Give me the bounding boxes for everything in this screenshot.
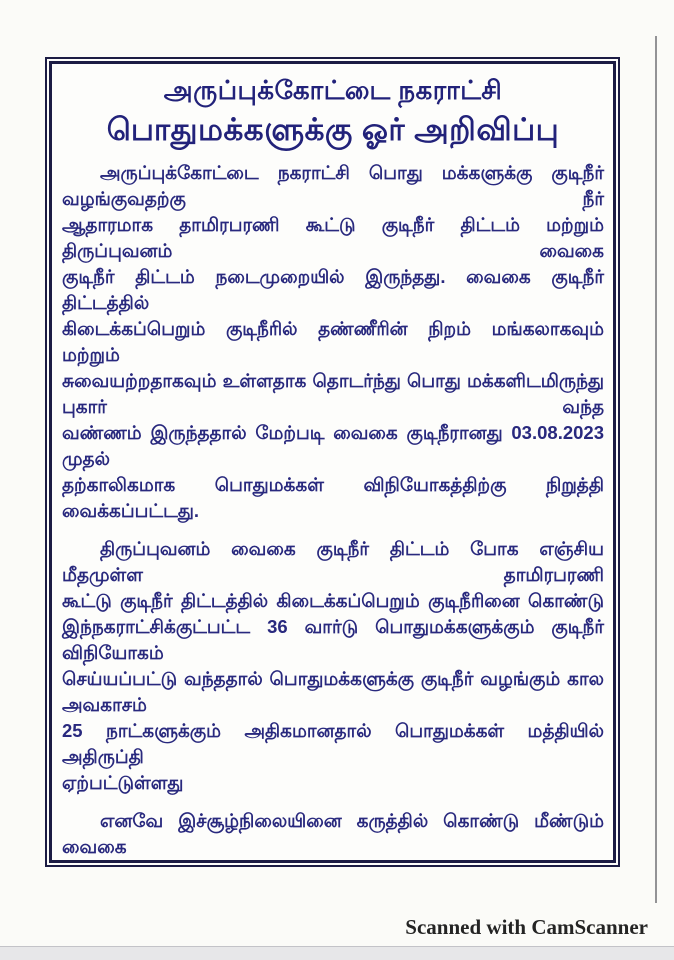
paragraph-line: தற்காலிகமாக பொதுமக்கள் விநியோகத்திற்கு நிறுத்தி வைக்கப்பட்டது. [62,474,604,521]
paragraph-line: இந்நகராட்சிக்குட்பட்ட 36 வார்டு பொதுமக்களுக்கும் குடிநீர் விநியோகம் [62,616,604,663]
paragraph-line: குடிநீர் திட்டம் நடைமுறையில் இருந்தது. வைகை குடிநீர் திட்டத்தில் [62,266,604,313]
paragraph-line: எனவே இச்சூழ்நிலையினை கருத்தில் கொண்டு மீண்டும் வைகை [62,810,604,857]
notice-border [45,57,620,867]
notice-body [62,160,604,863]
paragraph-line: செய்யப்பட்டு வந்ததால் பொதுமக்களுக்கு குடிநீர் வழங்கும் கால அவகாசம் [62,668,604,715]
notice-content [49,61,616,863]
paragraph-line: சுவையற்றதாகவும் உள்ளதாக தொடர்ந்து பொது மக்களிடமிருந்து புகார் வந்த [62,370,604,417]
paragraph-line: வண்ணம் இருந்ததால் மேற்படி வைகை குடிநீரானது 03.08.2023 முதல் [62,422,604,469]
scan-edge-strip [0,946,674,960]
paragraph-line: அருப்புக்கோட்டை நகராட்சி பொது மக்களுக்கு குடிநீர் வழங்குவதற்கு நீர் [62,162,604,209]
paragraph-line: கூட்டு குடிநீர் திட்டத்தில் கிடைக்கப்பெறும் குடிநீரினை கொண்டு [62,590,604,611]
notice-heading: பொதுமக்களுக்கு ஓர் அறிவிப்பு [106,112,560,147]
paragraph-line: கிடைக்கப்பெறும் குடிநீரில் தண்ணீரின் நிறம் மங்கலாகவும் மற்றும் [62,318,604,365]
paragraph [62,536,604,796]
camscanner-watermark: Scanned with CamScanner [405,915,648,939]
paragraph-line: திருப்புவனம் வைகை குடிநீர் திட்டம் போக எஞ்சிய மீதமுள்ள தாமிரபரணி [62,538,604,585]
paragraph-line: 25 நாட்களுக்கும் அதிகமானதால் பொதுமக்கள் மத்தியில் அதிருப்தி [62,720,604,767]
notice-org-title: அருப்புக்கோட்டை நகராட்சி [163,75,503,105]
paragraph-line: ஆதாரமாக தாமிரபரணி கூட்டு குடிநீர் திட்டம் மற்றும் திருப்புவனம் வைகை [62,214,604,261]
paragraph-line [62,860,604,863]
scan-artifact-line [655,36,657,903]
paragraph [62,160,604,524]
paragraph [62,808,604,863]
paragraph-line: ஏற்பட்டுள்ளது [62,772,184,793]
